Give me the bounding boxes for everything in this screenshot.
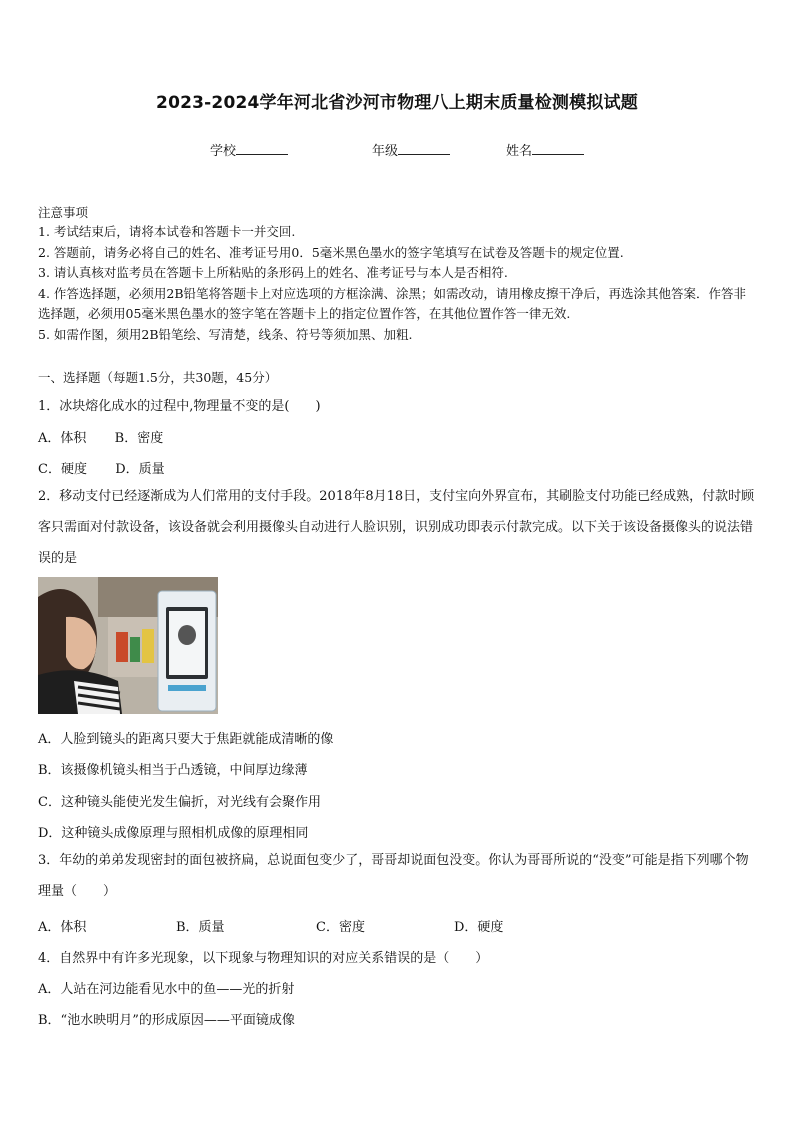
name-blank[interactable]: [532, 142, 584, 155]
question-1-options-row-2: [38, 458, 165, 477]
school-blank[interactable]: [236, 142, 288, 155]
question-1-stem: 1．冰块熔化成水的过程中,物理量不变的是( ): [38, 399, 321, 414]
question-2-stem: 2．移动支付已经逐渐成为人们常用的支付手段。2018年8月18日，支付宝向外界宣布，其刷脸支付功能已经成熟，付款时顾客只需面对付款设备，该设备就会利用摄像头自动进行人脸识别，识别成功即表示付款完成。以下关于该设备摄像头的说法错误的是: [38, 489, 755, 566]
question-4-option-a[interactable]: A．人站在河边能看见水中的鱼——光的折射: [38, 982, 295, 997]
note-item: 1. 考试结束后，请将本试卷和答题卡一并交回.: [38, 224, 296, 239]
section-heading: 一、选择题（每题1.5分，共30题，45分）: [38, 370, 278, 385]
question-2-option-d[interactable]: D．这种镜头成像原理与照相机成像的原理相同: [38, 826, 309, 841]
notes-list: [38, 222, 758, 345]
note-item: 5. 如需作图，须用2B铅笔绘、写清楚，线条、符号等须加黑、加粗.: [38, 326, 413, 342]
question-1-options-row-1: [38, 427, 163, 446]
note-item: 3. 请认真核对监考员在答题卡上所粘贴的条形码上的姓名、准考证号与本人是否相符.: [38, 265, 508, 280]
option-c[interactable]: C．密度: [316, 920, 365, 935]
question-2-option-a[interactable]: A．人脸到镜头的距离只要大于焦距就能成清晰的像: [38, 732, 334, 747]
grade-field[interactable]: [372, 140, 450, 159]
school-label: 学校: [210, 144, 237, 159]
option-c[interactable]: C．硬度: [38, 462, 87, 477]
option-d[interactable]: D．质量: [115, 462, 165, 477]
page-title: 2023-2024学年河北省沙河市物理八上期末质量检测模拟试题: [156, 93, 638, 113]
grade-blank[interactable]: [398, 142, 450, 155]
question-3-options-row: [38, 916, 503, 935]
option-d[interactable]: D．硬度: [454, 920, 504, 935]
question-3-stem: 3．年幼的弟弟发现密封的面包被挤扁，总说面包变少了，哥哥却说面包没变。你认为哥哥所说的“没变”可能是指下列哪个物理量（ ）: [38, 853, 749, 899]
school-field[interactable]: [210, 140, 288, 159]
grade-label: 年级: [372, 144, 399, 159]
question-4-stem: 4．自然界中有许多光现象，以下现象与物理知识的对应关系错误的是（ ）: [38, 951, 489, 966]
note-item: 4. 作答选择题，必须用2B铅笔将答题卡上对应选项的方框涂满、涂黑；如需改动，请用橡皮擦干净后，再选涂其他答案．作答非选择题，必须用05毫米黑色墨水的签字笔在答题卡上的指定位置作答，在其他位置作答一律无效.: [38, 285, 747, 321]
face-pay-photo: [38, 577, 218, 714]
option-b[interactable]: B．密度: [114, 431, 164, 446]
option-b[interactable]: B．质量: [176, 920, 225, 935]
question-2-option-b[interactable]: B．该摄像机镜头相当于凸透镜，中间厚边缘薄: [38, 763, 308, 778]
option-a[interactable]: A．体积: [38, 920, 87, 935]
name-field[interactable]: [506, 140, 584, 159]
question-4-option-b[interactable]: B．“池水映明月”的形成原因——平面镜成像: [38, 1013, 295, 1028]
note-item: 2. 答题前，请务必将自己的姓名、准考证号用0．5毫米黑色墨水的签字笔填写在试卷及答题卡的规定位置.: [38, 244, 624, 260]
face-pay-illustration: [38, 577, 218, 714]
question-2-option-c[interactable]: C．这种镜头能使光发生偏折，对光线有会聚作用: [38, 795, 321, 810]
notes-heading: 注意事项: [38, 205, 89, 220]
name-label: 姓名: [506, 144, 533, 159]
option-a[interactable]: A．体积: [38, 431, 87, 446]
